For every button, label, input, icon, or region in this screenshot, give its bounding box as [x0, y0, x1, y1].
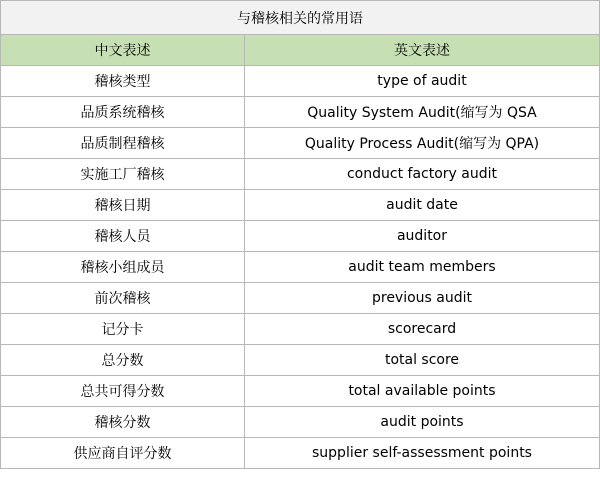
table-row — [1, 438, 600, 469]
table-row — [1, 97, 600, 128]
table-row — [1, 252, 600, 283]
chinese-term-cell: 稽核分数 — [1, 407, 245, 438]
english-term-cell: audit team members — [245, 252, 600, 283]
chinese-term-cell: 品质制程稽核 — [1, 128, 245, 159]
english-term-cell: scorecard — [245, 314, 600, 345]
english-term-cell: auditor — [245, 221, 600, 252]
table-row — [1, 407, 600, 438]
english-term-cell: audit date — [245, 190, 600, 221]
chinese-term-cell: 品质系统稽核 — [1, 97, 245, 128]
table-row — [1, 345, 600, 376]
table-row — [1, 159, 600, 190]
chinese-term-cell: 记分卡 — [1, 314, 245, 345]
chinese-term-cell: 供应商自评分数 — [1, 438, 245, 469]
table-row — [1, 221, 600, 252]
table-row — [1, 128, 600, 159]
english-term-cell: Quality System Audit(缩写为 QSA — [245, 97, 600, 128]
table-title-row — [1, 1, 600, 35]
column-header-english: 英文表述 — [245, 35, 600, 66]
english-term-cell: type of audit — [245, 66, 600, 97]
column-header-chinese: 中文表述 — [1, 35, 245, 66]
chinese-term-cell: 稽核日期 — [1, 190, 245, 221]
chinese-term-cell: 稽核小组成员 — [1, 252, 245, 283]
table-row — [1, 314, 600, 345]
english-term-cell: conduct factory audit — [245, 159, 600, 190]
table-row — [1, 66, 600, 97]
english-term-cell: total available points — [245, 376, 600, 407]
english-term-cell: previous audit — [245, 283, 600, 314]
chinese-term-cell: 总分数 — [1, 345, 245, 376]
chinese-term-cell: 实施工厂稽核 — [1, 159, 245, 190]
table-row — [1, 283, 600, 314]
chinese-term-cell: 稽核人员 — [1, 221, 245, 252]
english-term-cell: total score — [245, 345, 600, 376]
english-term-cell: Quality Process Audit(缩写为 QPA) — [245, 128, 600, 159]
chinese-term-cell: 前次稽核 — [1, 283, 245, 314]
chinese-term-cell: 稽核类型 — [1, 66, 245, 97]
english-term-cell: audit points — [245, 407, 600, 438]
table-header-row — [1, 35, 600, 66]
english-term-cell: supplier self-assessment points — [245, 438, 600, 469]
chinese-term-cell: 总共可得分数 — [1, 376, 245, 407]
table-row — [1, 190, 600, 221]
table-title: 与稽核相关的常用语 — [1, 1, 600, 35]
table-row — [1, 376, 600, 407]
